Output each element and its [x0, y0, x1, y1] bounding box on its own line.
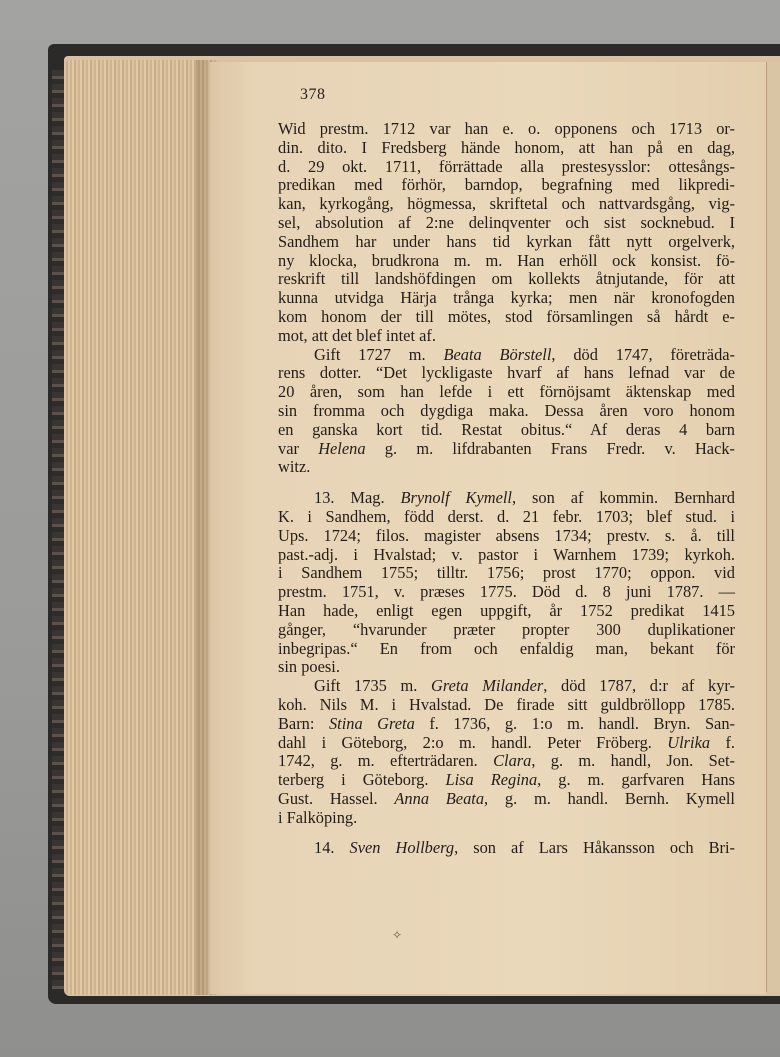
text-line: i Sandhem 1755; tilltr. 1756; prost 1770; oppon. vid [278, 563, 735, 583]
person-name: Sven Hollberg [349, 838, 455, 858]
text-line: gånger, “hvarunder præter propter 300 duplikationer [278, 619, 735, 639]
text-line: Wid prestm. 1712 var han e. o. opponens och 1713 or- [278, 119, 735, 138]
text-run: dahl i Göteborg, 2:o m. handl. Peter Fröberg. [278, 732, 668, 752]
text-run: Gift 1735 m. [314, 676, 431, 696]
text-run: var [278, 438, 319, 458]
text-line: sel, absolution af 2:ne delinqventer och sist socknebud. I [278, 212, 735, 232]
person-name: Beata Börstell [443, 344, 552, 364]
page-number: 378 [300, 86, 326, 103]
text-run: Barn: [278, 713, 329, 733]
text-run: f. [710, 732, 736, 752]
text-line: Han hade, enligt egen uppgift, år 1752 predikat 1415 [278, 600, 735, 620]
person-name: Clara [493, 751, 532, 771]
text-line: kom honom der till mötes, stod församlingen så hårdt e- [278, 306, 735, 326]
text-line: inbegripas.“ En from och enfaldig man, bekant för [278, 638, 735, 658]
text-run: 14. [314, 838, 350, 858]
text-run: g. m. lifdrabanten Frans Fredr. v. Hack- [365, 438, 735, 458]
text-line: d. 29 okt. 1711, förrättade alla prestesysslor: ottesångs- [278, 156, 735, 176]
text-line: kunna utvidga Härja trånga kyrka; men när kronofogden [278, 288, 735, 308]
text-line: Ups. 1724; filos. magister absens 1734; prestv. s. å. till [278, 525, 735, 545]
text-line [278, 790, 735, 809]
text-line: witz. [278, 457, 311, 477]
text-line: Sandhem har under hans tid kyrkan fått nytt orgelverk, [278, 231, 735, 251]
person-name: Ulrika [667, 732, 711, 752]
text-line: koh. Nils M. i Hvalstad. De firade sitt guldbröllopp 1785. [278, 694, 735, 714]
text-line: sin fromma och dygdiga maka. Dessa åren voro honom [278, 400, 735, 420]
ink-smudge: ✧ [392, 928, 403, 942]
text-line: ny klocka, brudkrona m. m. Han erhöll ock konsist. fö- [278, 250, 735, 270]
text-run: , son af kommin. Bernhard [511, 488, 735, 508]
text-run: , g. m. handl. Bernh. Kymell [484, 788, 735, 808]
text-run: terberg i Göteborg. [278, 770, 446, 790]
page-text [278, 120, 735, 858]
text-line [278, 771, 735, 790]
facing-page-edge [766, 62, 780, 992]
text-line: mot, att det blef intet af. [278, 325, 436, 345]
text-line [278, 734, 735, 753]
text-line: sin poesi. [278, 657, 340, 677]
text-run: , g. m. handl, Jon. Set- [531, 751, 735, 771]
text-run: f. 1736, g. 1:o m. handl. Bryn. San- [414, 713, 735, 733]
person-name: Brynolf Kymell [400, 488, 512, 508]
text-run: 1742, g. m. efterträdaren. [278, 751, 494, 771]
text-run: , död 1747, företräda- [551, 344, 736, 364]
text-line: en ganska kort tid. Restat obitus.“ Af deras 4 barn [278, 419, 735, 439]
text-line: kan, kyrkogång, högmessa, skriftetal och nattvardsgång, vig- [278, 194, 735, 214]
text-line [278, 715, 735, 734]
page-stack-edges [66, 60, 216, 995]
text-run: 13. Mag. [314, 488, 401, 508]
text-line: past.-adj. i Hvalstad; v. pastor i Warnhem 1739; kyrkoh. [278, 544, 735, 564]
text-line: i Falköping. [278, 807, 358, 827]
text-line: reskrift till landshöfdingen om kollekts åtnjutande, för att [278, 269, 735, 289]
text-line [278, 346, 735, 365]
text-line: predikan med förhör, barndop, begrafning med likpredi- [278, 175, 735, 195]
person-name: Helena [318, 438, 366, 458]
text-line [278, 440, 735, 459]
text-line [278, 752, 735, 771]
text-run: , död 1787, d:r af kyr- [543, 676, 735, 696]
text-line: 20 åren, som han lefde i ett förnöjsamt äktenskap med [278, 382, 735, 402]
text-line [278, 839, 735, 858]
person-name: Greta Milander [430, 676, 544, 696]
text-line: din. dito. I Fredsberg hände honom, att han på en dag, [278, 137, 735, 157]
text-line [278, 677, 735, 696]
text-line: rens dotter. “Det lyckligaste hvarf af hans lefnad var de [278, 363, 735, 383]
text-line: K. i Sandhem, född derst. d. 21 febr. 1703; blef stud. i [278, 506, 735, 526]
text-run: , g. m. garfvaren Hans [537, 770, 735, 790]
text-run: Gust. Hassel. [278, 788, 395, 808]
person-name: Stina Greta [328, 713, 415, 733]
text-line [278, 489, 735, 508]
person-name: Lisa Regina [445, 770, 538, 790]
text-run: , son af Lars Håkansson och Bri- [454, 838, 735, 858]
text-run: Gift 1727 m. [314, 344, 444, 364]
text-line: prestm. 1751, v. præses 1775. Död d. 8 juni 1787. — [278, 582, 735, 602]
person-name: Anna Beata [394, 788, 485, 808]
